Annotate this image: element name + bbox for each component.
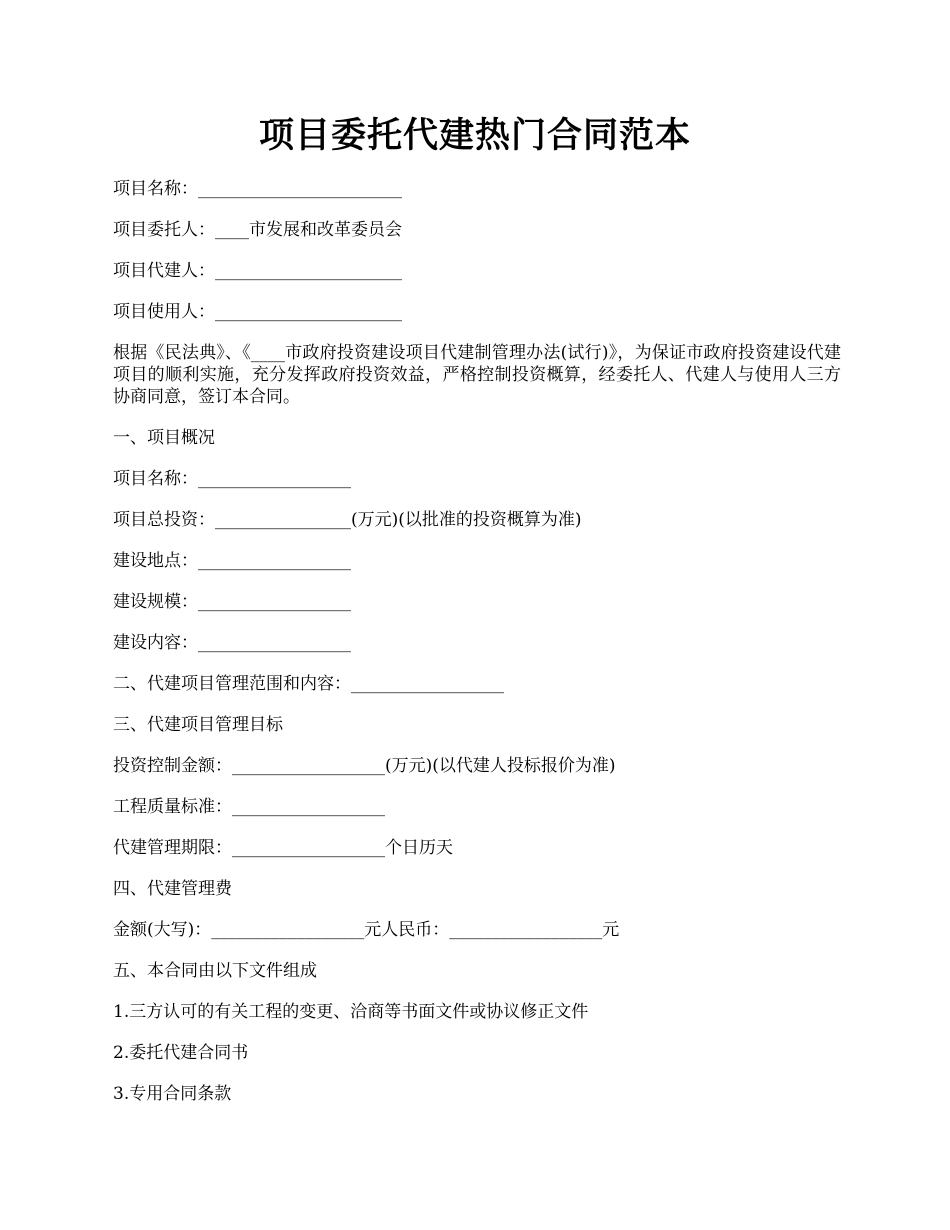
section-heading-overview: 一、项目概况 [113, 428, 215, 448]
project-name-field: 项目名称：________________________ [113, 179, 402, 199]
overview-location: 建设地点：__________________ [113, 551, 351, 571]
fee-amount: 金额(大写)：__________________元人民币：__________________元 [113, 920, 620, 940]
overview-total-investment: 项目总投资：________________(万元)(以批准的投资概算为准) [113, 510, 582, 530]
target-investment-control: 投资控制金额：__________________(万元)(以代建人投标报价为准) [113, 756, 616, 776]
preamble-paragraph: 根据《民法典》、《____市政府投资建设项目代建制管理办法(试行)》，为保证市政府投资建设代建项目的顺利实施，充分发挥政府投资效益，严格控制投资概算，经委托人、代建人与使用人三方协商同意，签订本合同。 [113, 343, 841, 407]
document-list-item: 1.三方认可的有关工程的变更、洽商等书面文件或协议修正文件 [113, 1002, 589, 1022]
overview-scale: 建设规模：__________________ [113, 592, 351, 612]
document-title: 项目委托代建热门合同范本 [258, 116, 691, 156]
project-client-field: 项目委托人：____市发展和改革委员会 [113, 220, 402, 240]
project-user-field: 项目使用人：______________________ [113, 302, 402, 322]
section-heading-targets: 三、代建项目管理目标 [113, 715, 283, 735]
target-quality-standard: 工程质量标准：__________________ [113, 797, 385, 817]
document-list-item: 3.专用合同条款 [113, 1084, 232, 1104]
target-duration: 代建管理期限：__________________个日历天 [113, 838, 453, 858]
overview-project-name: 项目名称：__________________ [113, 469, 351, 489]
project-agent-field: 项目代建人：______________________ [113, 261, 402, 281]
overview-content: 建设内容：__________________ [113, 633, 351, 653]
section-heading-scope: 二、代建项目管理范围和内容：__________________ [113, 674, 504, 694]
section-heading-documents: 五、本合同由以下文件组成 [113, 961, 317, 981]
document-body [113, 178, 841, 1124]
document-list-item: 2.委托代建合同书 [113, 1043, 249, 1063]
section-heading-fee: 四、代建管理费 [113, 879, 232, 899]
